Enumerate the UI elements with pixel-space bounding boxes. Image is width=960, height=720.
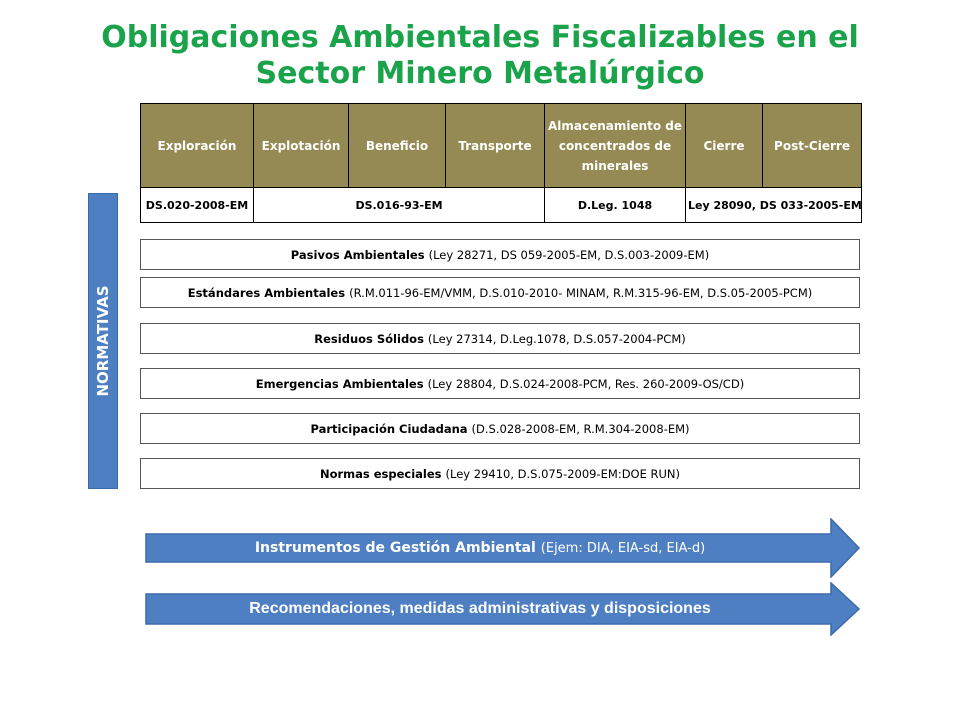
normativa-name: Estándares Ambientales (187, 285, 346, 300)
normativas-side-bar (88, 193, 118, 489)
title-line-2: Sector Minero Metalúrgico (255, 56, 705, 91)
normativa-residuos-solidos (140, 323, 860, 354)
regulation-almacenamiento: D.Leg. 1048 (545, 188, 686, 223)
normativa-refs: (Ley 28804, D.S.024-2008-PCM, Res. 260-2009-OS/CD) (427, 376, 745, 391)
recomendaciones-arrow-text (145, 582, 815, 636)
normativa-name: Emergencias Ambientales (255, 376, 424, 391)
normativa-participacion-ciudadana (140, 413, 860, 444)
phase-post-cierre: Post-Cierre (763, 104, 862, 188)
instrumentos-arrow (145, 518, 861, 578)
title-line-1: Obligaciones Ambientales Fiscalizables en el (101, 20, 859, 55)
phase-explotacion: Explotación (254, 104, 349, 188)
normativa-refs: (Ley 29410, D.S.075-2009-EM:DOE RUN) (445, 466, 681, 481)
normativa-refs: (Ley 27314, D.Leg.1078, D.S.057-2004-PCM) (427, 331, 686, 346)
phases-regulation-row (141, 188, 862, 223)
normativa-normas-especiales (140, 458, 860, 489)
normativa-name: Participación Ciudadana (310, 421, 468, 436)
phase-beneficio: Beneficio (349, 104, 446, 188)
normativa-name: Pasivos Ambientales (290, 247, 425, 262)
instrumentos-examples: (Ejem: DIA, EIA-sd, EIA-d) (540, 540, 706, 556)
page-title (40, 20, 920, 92)
regulation-explotacion-transporte: DS.016-93-EM (254, 188, 545, 223)
normativa-name: Residuos Sólidos (314, 331, 424, 346)
normativa-refs: (Ley 28271, DS 059-2005-EM, D.S.003-2009-EM) (428, 247, 710, 262)
normativa-refs: (R.M.011-96-EM/VMM, D.S.010-2010- MINAM, R.M.315-96-EM, D.S.05-2005-PCM) (349, 285, 813, 300)
phases-table (140, 103, 862, 223)
normativa-name: Normas especiales (319, 466, 442, 481)
recomendaciones-arrow (145, 582, 861, 636)
normativas-label: NORMATIVAS (94, 285, 112, 397)
regulation-exploracion: DS.020-2008-EM (141, 188, 254, 223)
normativa-emergencias-ambientales (140, 368, 860, 399)
normativa-estandares-ambientales (140, 277, 860, 308)
phase-exploracion: Exploración (141, 104, 254, 188)
normativa-refs: (D.S.028-2008-EM, R.M.304-2008-EM) (471, 421, 690, 436)
instrumentos-label: Instrumentos de Gestión Ambiental (254, 540, 536, 556)
normativa-pasivos-ambientales (140, 239, 860, 270)
regulation-cierre-post-cierre: Ley 28090, DS 033-2005-EM (686, 188, 862, 223)
instrumentos-arrow-text (145, 518, 815, 578)
phase-transporte: Transporte (446, 104, 545, 188)
phase-cierre: Cierre (686, 104, 763, 188)
phases-header-row (141, 104, 862, 188)
phase-almacenamiento: Almacenamiento de concentrados de minerales (545, 104, 686, 188)
recomendaciones-label: Recomendaciones, medidas administrativas y disposiciones (249, 600, 711, 617)
